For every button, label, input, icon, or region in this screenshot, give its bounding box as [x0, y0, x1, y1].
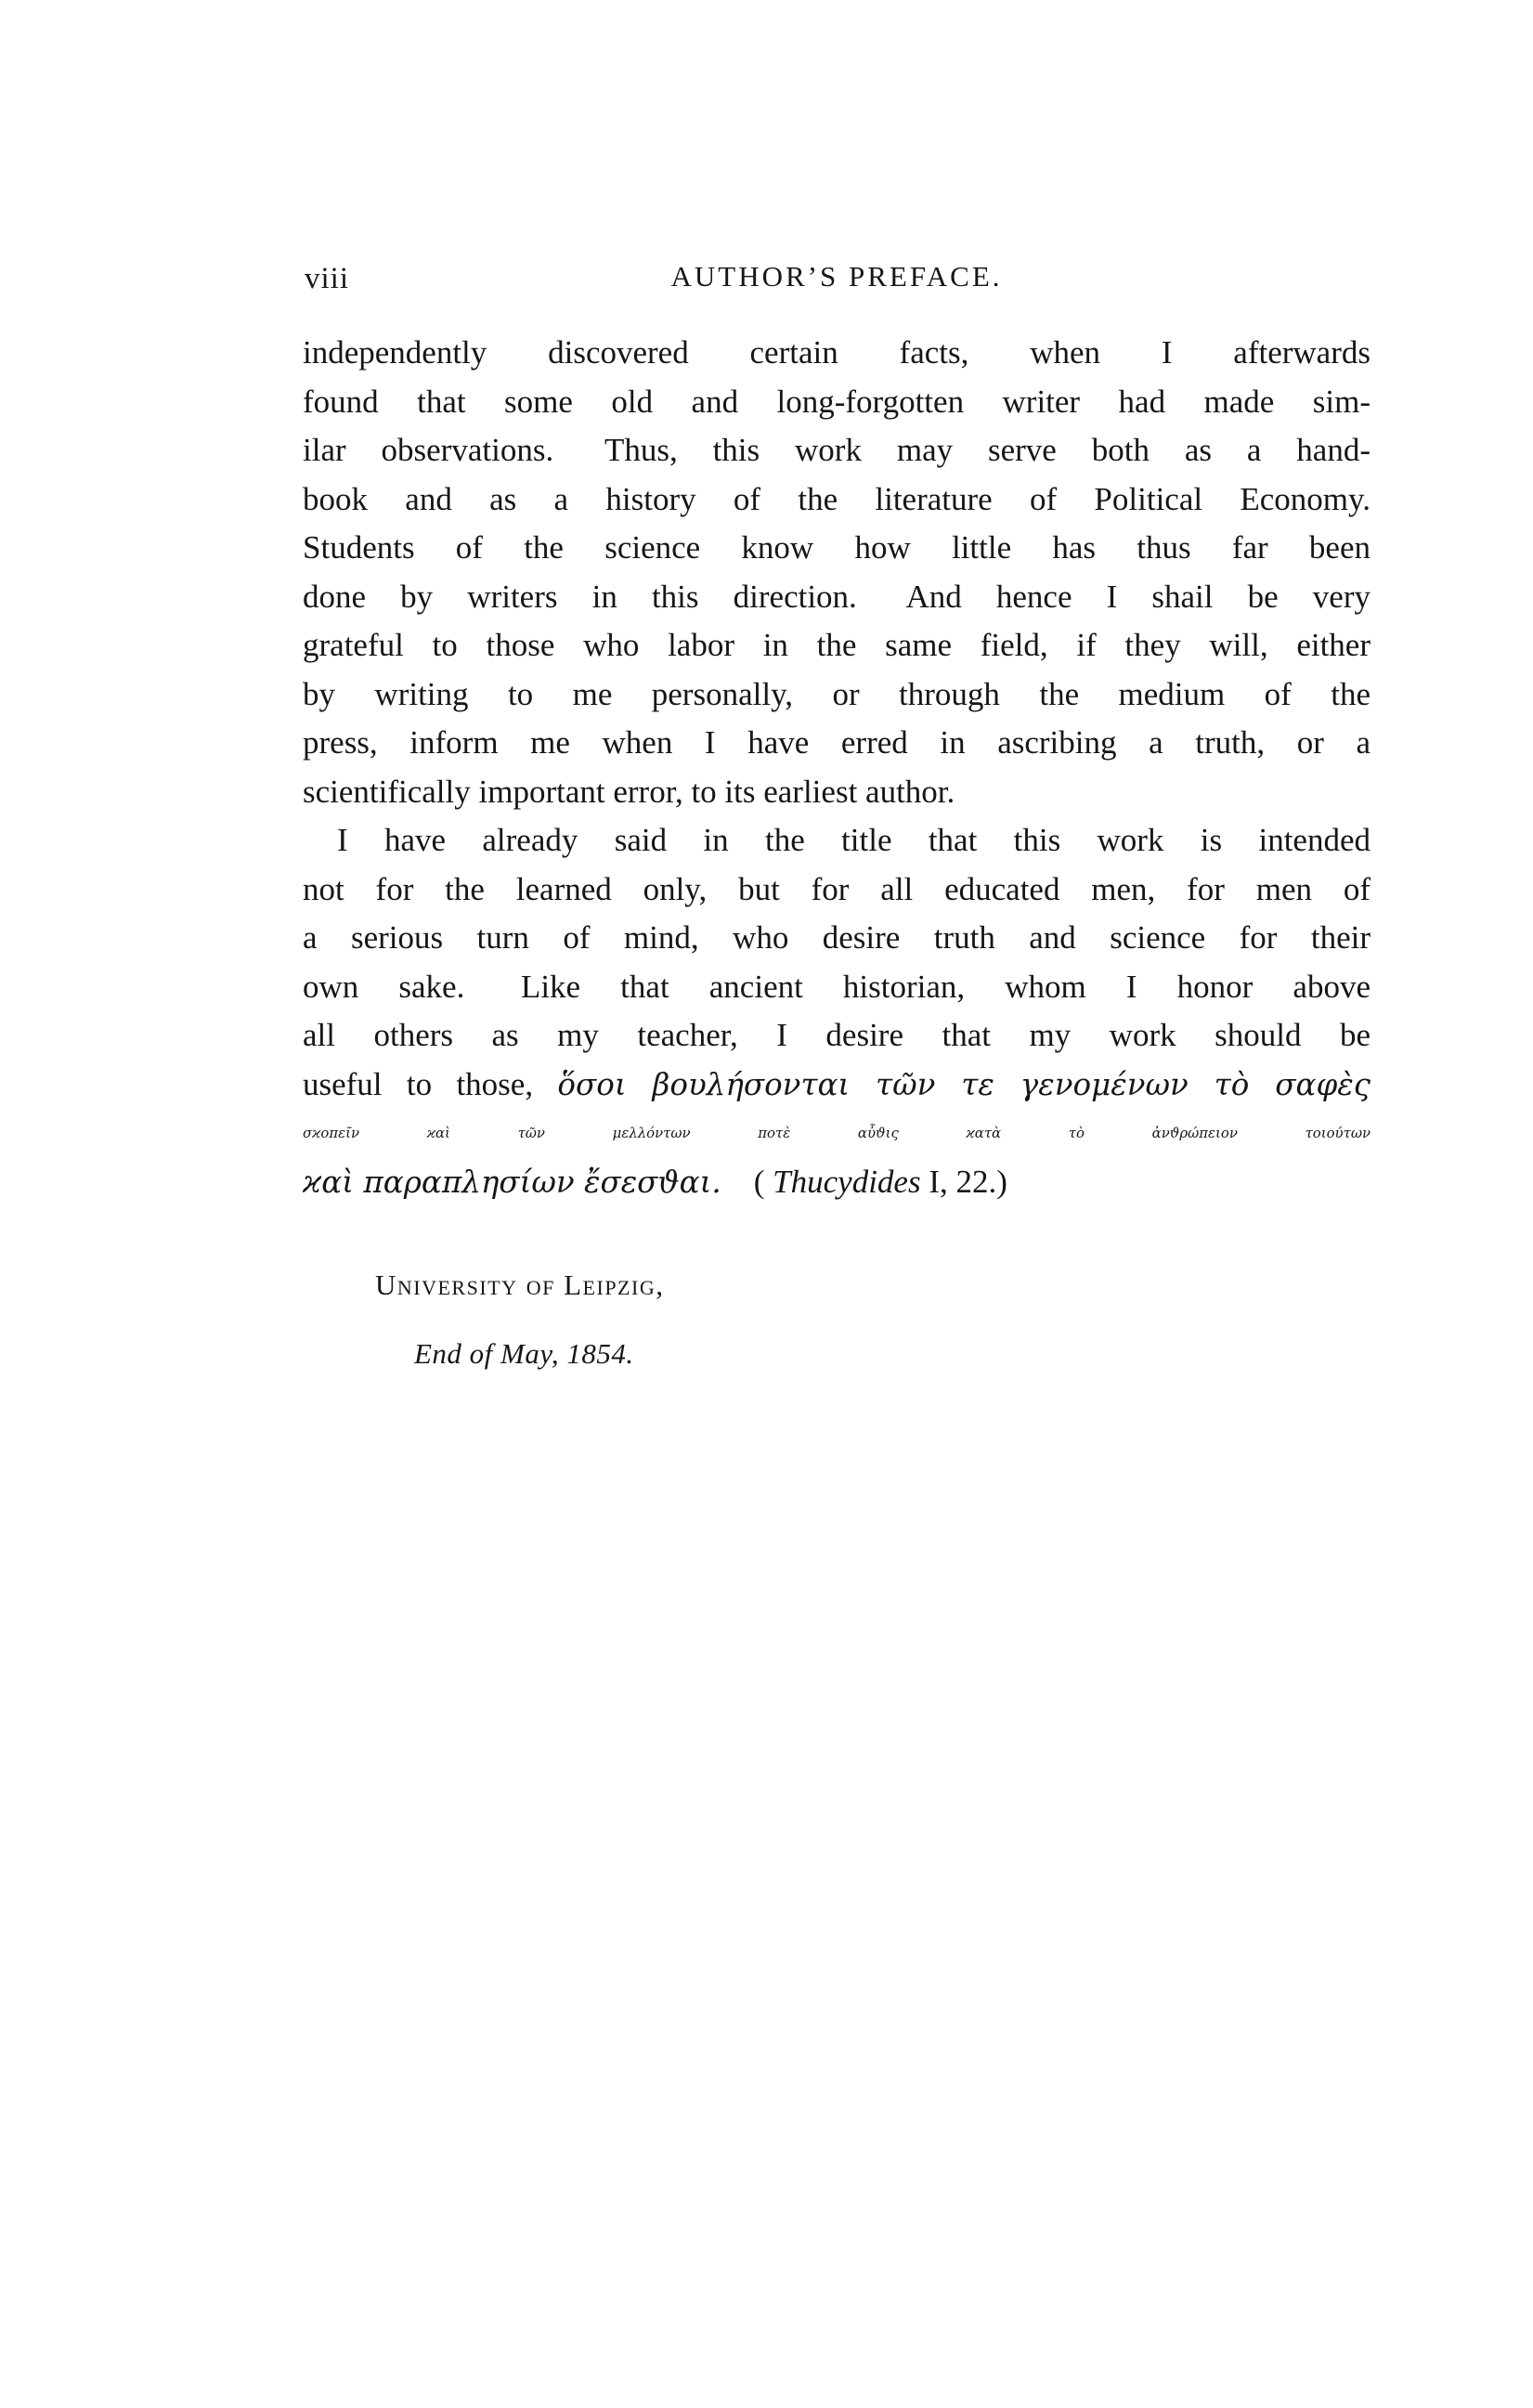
text-line: independently discovered certain facts, when I afterwards — [303, 334, 1371, 371]
text-line: ilar observations. Thus, this work may serve both as a hand- — [303, 432, 1371, 468]
text-line: by writing to me personally, or through the medium of the — [303, 675, 1371, 712]
text-line: not for the learned only, but for all educated men, for men of — [303, 870, 1371, 907]
text-line: found that some old and long-forgotten writer had made sim- — [303, 383, 1371, 420]
text-line: a serious turn of mind, who desire truth and science for their — [303, 919, 1371, 956]
greek-text: ὅσοι βουλήσονται τῶν τε γενομένων τὸ σαφὲς — [557, 1066, 1371, 1102]
text-line: press, inform me when I have erred in ascribing a truth, or a — [303, 724, 1371, 761]
greek-quote-line — [303, 1158, 1371, 1207]
signature-institution: University of Leipzig, — [375, 1269, 665, 1301]
page-header — [303, 260, 1371, 297]
text-line: scientifically important error, to its earliest author. — [303, 773, 955, 810]
text-line: book and as a history of the literature of Political Economy. — [303, 480, 1371, 517]
citation-author: Thucydides — [773, 1163, 921, 1200]
citation-ref: I, 22.) — [920, 1163, 1007, 1200]
preface-text — [303, 329, 1371, 1206]
greek-quote-line: σϰοπεῖν ϰαὶ τῶν μελλόντων ποτὲ αὖϑις ϰατὰ τὸ ἀνϑρώπειον τοιούτων — [303, 1125, 1371, 1141]
greek-quote-line — [303, 1061, 1371, 1110]
text-line: grateful to those who labor in the same field, if they will, either — [303, 627, 1371, 663]
preface-paragraph-2 — [303, 816, 1371, 1206]
text-line: own sake. Like that ancient historian, whom I honor above — [303, 968, 1371, 1005]
preface-paragraph-1 — [303, 329, 1371, 816]
text-line: I have already said in the title that this work is intended — [337, 822, 1371, 858]
text-line: all others as my teacher, I desire that my work should be — [303, 1017, 1371, 1053]
text-line: Students of the science know how little has thus far been — [303, 529, 1371, 566]
greek-text: ϰαὶ παραπλησίων ἔσεσϑαι. — [303, 1164, 721, 1200]
text-run: useful to those, — [303, 1065, 558, 1102]
citation-open: ( — [721, 1163, 773, 1200]
running-title: AUTHOR’S PREFACE. — [670, 260, 1003, 293]
page-number: viii — [305, 262, 350, 295]
text-line: done by writers in this direction. And hence I shail be very — [303, 578, 1371, 615]
signature-date: End of May, 1854. — [414, 1337, 634, 1370]
